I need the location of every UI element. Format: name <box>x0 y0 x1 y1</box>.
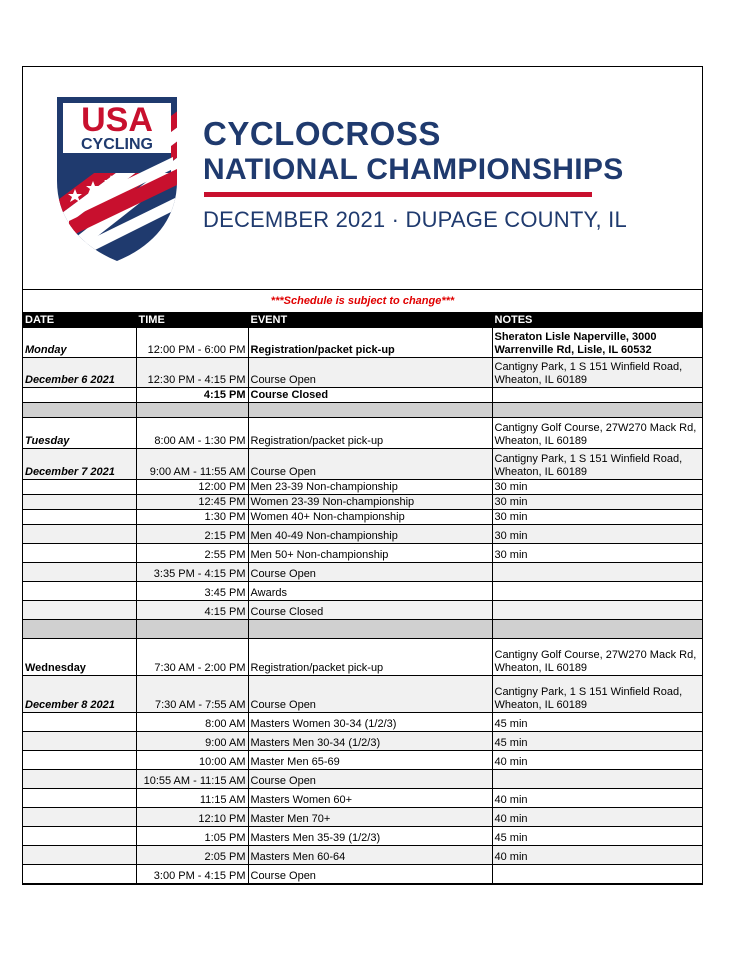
time-cell: 12:10 PM <box>136 808 248 827</box>
time-cell: 4:15 PM <box>136 601 248 620</box>
table-row <box>23 732 702 751</box>
date-cell <box>23 480 136 495</box>
notes-cell: 30 min <box>492 495 702 510</box>
event-cell: Masters Men 60-64 <box>248 846 492 865</box>
time-cell: 4:15 PM <box>136 388 248 403</box>
date-cell <box>23 865 136 884</box>
table-row <box>23 770 702 789</box>
notes-cell: Cantigny Golf Course, 27W270 Mack Rd, Wheaton, IL 60189 <box>492 639 702 676</box>
time-cell: 9:00 AM <box>136 732 248 751</box>
date-cell <box>23 563 136 582</box>
event-cell: Course Open <box>248 770 492 789</box>
event-cell: Masters Men 35-39 (1/2/3) <box>248 827 492 846</box>
notes-cell <box>492 388 702 403</box>
event-cell: Masters Women 30-34 (1/2/3) <box>248 713 492 732</box>
event-cell: Course Open <box>248 865 492 884</box>
table-row <box>23 418 702 449</box>
time-cell: 3:35 PM - 4:15 PM <box>136 563 248 582</box>
event-cell: Registration/packet pick-up <box>248 639 492 676</box>
event-cell: Masters Women 60+ <box>248 789 492 808</box>
notes-cell <box>492 770 702 789</box>
table-header-row <box>23 313 702 328</box>
title-line-2: NATIONAL CHAMPIONSHIPS <box>203 153 624 186</box>
notes-cell: 40 min <box>492 789 702 808</box>
notes-cell: 30 min <box>492 510 702 525</box>
date-cell: December 7 2021 <box>23 449 136 480</box>
event-cell: Men 40-49 Non-championship <box>248 525 492 544</box>
date-location: DECEMBER 2021 · DUPAGE COUNTY, IL <box>203 207 627 232</box>
date-cell <box>23 510 136 525</box>
date-cell: December 6 2021 <box>23 358 136 388</box>
date-cell <box>23 713 136 732</box>
date-cell: Monday <box>23 328 136 358</box>
table-row <box>23 789 702 808</box>
date-cell <box>23 732 136 751</box>
event-cell: Course Closed <box>248 388 492 403</box>
notes-cell <box>492 601 702 620</box>
event-cell: Course Open <box>248 563 492 582</box>
time-cell: 9:00 AM - 11:55 AM <box>136 449 248 480</box>
date-cell <box>23 827 136 846</box>
notes-cell: Cantigny Park, 1 S 151 Winfield Road, Wheaton, IL 60189 <box>492 358 702 388</box>
date-cell <box>23 808 136 827</box>
notes-cell: Sheraton Lisle Naperville, 3000 Warrenville Rd, Lisle, IL 60532 <box>492 328 702 358</box>
schedule-notice: ***Schedule is subject to change*** <box>23 289 702 312</box>
notes-cell: 45 min <box>492 732 702 751</box>
notes-cell <box>492 563 702 582</box>
date-cell <box>23 525 136 544</box>
date-cell: Tuesday <box>23 418 136 449</box>
logo-usa-text: USA <box>81 101 153 139</box>
table-row <box>23 676 702 713</box>
notes-cell: 30 min <box>492 480 702 495</box>
notes-cell: Cantigny Park, 1 S 151 Winfield Road, Wheaton, IL 60189 <box>492 676 702 713</box>
table-row <box>23 846 702 865</box>
event-cell: Course Open <box>248 358 492 388</box>
column-header-event: EVENT <box>248 313 492 328</box>
table-row <box>23 713 702 732</box>
notes-cell <box>492 582 702 601</box>
time-cell: 12:00 PM <box>136 480 248 495</box>
title-divider <box>204 192 592 197</box>
event-cell: Master Men 65-69 <box>248 751 492 770</box>
date-cell <box>23 582 136 601</box>
day-separator-row <box>23 403 702 418</box>
event-cell: Course Open <box>248 449 492 480</box>
column-header-notes: NOTES <box>492 313 702 328</box>
event-cell: Course Open <box>248 676 492 713</box>
schedule-table <box>23 312 702 884</box>
date-cell <box>23 495 136 510</box>
time-cell: 10:55 AM - 11:15 AM <box>136 770 248 789</box>
event-cell: Registration/packet pick-up <box>248 418 492 449</box>
notes-cell <box>492 865 702 884</box>
event-cell: Master Men 70+ <box>248 808 492 827</box>
time-cell: 2:15 PM <box>136 525 248 544</box>
table-row <box>23 480 702 495</box>
date-cell <box>23 846 136 865</box>
header <box>23 67 702 289</box>
time-cell: 2:55 PM <box>136 544 248 563</box>
table-row <box>23 544 702 563</box>
time-cell: 11:15 AM <box>136 789 248 808</box>
column-header-date: DATE <box>23 313 136 328</box>
date-cell <box>23 601 136 620</box>
event-cell: Men 50+ Non-championship <box>248 544 492 563</box>
time-cell: 1:30 PM <box>136 510 248 525</box>
date-cell <box>23 544 136 563</box>
notes-cell: 40 min <box>492 846 702 865</box>
date-cell: Wednesday <box>23 639 136 676</box>
date-cell <box>23 770 136 789</box>
table-row <box>23 510 702 525</box>
time-cell: 1:05 PM <box>136 827 248 846</box>
title-line-1: CYCLOCROSS <box>203 115 441 152</box>
notes-cell: Cantigny Golf Course, 27W270 Mack Rd, Wheaton, IL 60189 <box>492 418 702 449</box>
column-header-time: TIME <box>136 313 248 328</box>
table-row <box>23 582 702 601</box>
time-cell: 10:00 AM <box>136 751 248 770</box>
date-cell <box>23 751 136 770</box>
notes-cell: 30 min <box>492 525 702 544</box>
event-cell: Awards <box>248 582 492 601</box>
table-row <box>23 865 702 884</box>
usa-cycling-shield-logo <box>53 93 181 265</box>
event-cell: Women 40+ Non-championship <box>248 510 492 525</box>
day-separator-row <box>23 620 702 639</box>
table-row <box>23 639 702 676</box>
table-row <box>23 449 702 480</box>
table-row <box>23 601 702 620</box>
event-cell: Women 23-39 Non-championship <box>248 495 492 510</box>
time-cell: 3:00 PM - 4:15 PM <box>136 865 248 884</box>
table-row <box>23 328 702 358</box>
date-cell <box>23 789 136 808</box>
table-row <box>23 827 702 846</box>
time-cell: 7:30 AM - 7:55 AM <box>136 676 248 713</box>
event-cell: Masters Men 30-34 (1/2/3) <box>248 732 492 751</box>
event-cell: Men 23-39 Non-championship <box>248 480 492 495</box>
notes-cell: Cantigny Park, 1 S 151 Winfield Road, Wheaton, IL 60189 <box>492 449 702 480</box>
notes-cell: 40 min <box>492 751 702 770</box>
time-cell: 12:30 PM - 4:15 PM <box>136 358 248 388</box>
notes-cell: 30 min <box>492 544 702 563</box>
notes-cell: 45 min <box>492 827 702 846</box>
time-cell: 7:30 AM - 2:00 PM <box>136 639 248 676</box>
time-cell: 12:45 PM <box>136 495 248 510</box>
notes-cell: 45 min <box>492 713 702 732</box>
time-cell: 3:45 PM <box>136 582 248 601</box>
table-row <box>23 388 702 403</box>
table-row <box>23 495 702 510</box>
notes-cell: 40 min <box>492 808 702 827</box>
table-row <box>23 563 702 582</box>
event-cell: Registration/packet pick-up <box>248 328 492 358</box>
table-row <box>23 751 702 770</box>
time-cell: 2:05 PM <box>136 846 248 865</box>
time-cell: 8:00 AM - 1:30 PM <box>136 418 248 449</box>
date-cell: December 8 2021 <box>23 676 136 713</box>
schedule-page <box>22 66 703 885</box>
logo-cycling-text: CYCLING <box>81 136 153 153</box>
event-cell: Course Closed <box>248 601 492 620</box>
table-row <box>23 358 702 388</box>
table-row <box>23 808 702 827</box>
time-cell: 8:00 AM <box>136 713 248 732</box>
date-cell <box>23 388 136 403</box>
table-row <box>23 525 702 544</box>
time-cell: 12:00 PM - 6:00 PM <box>136 328 248 358</box>
